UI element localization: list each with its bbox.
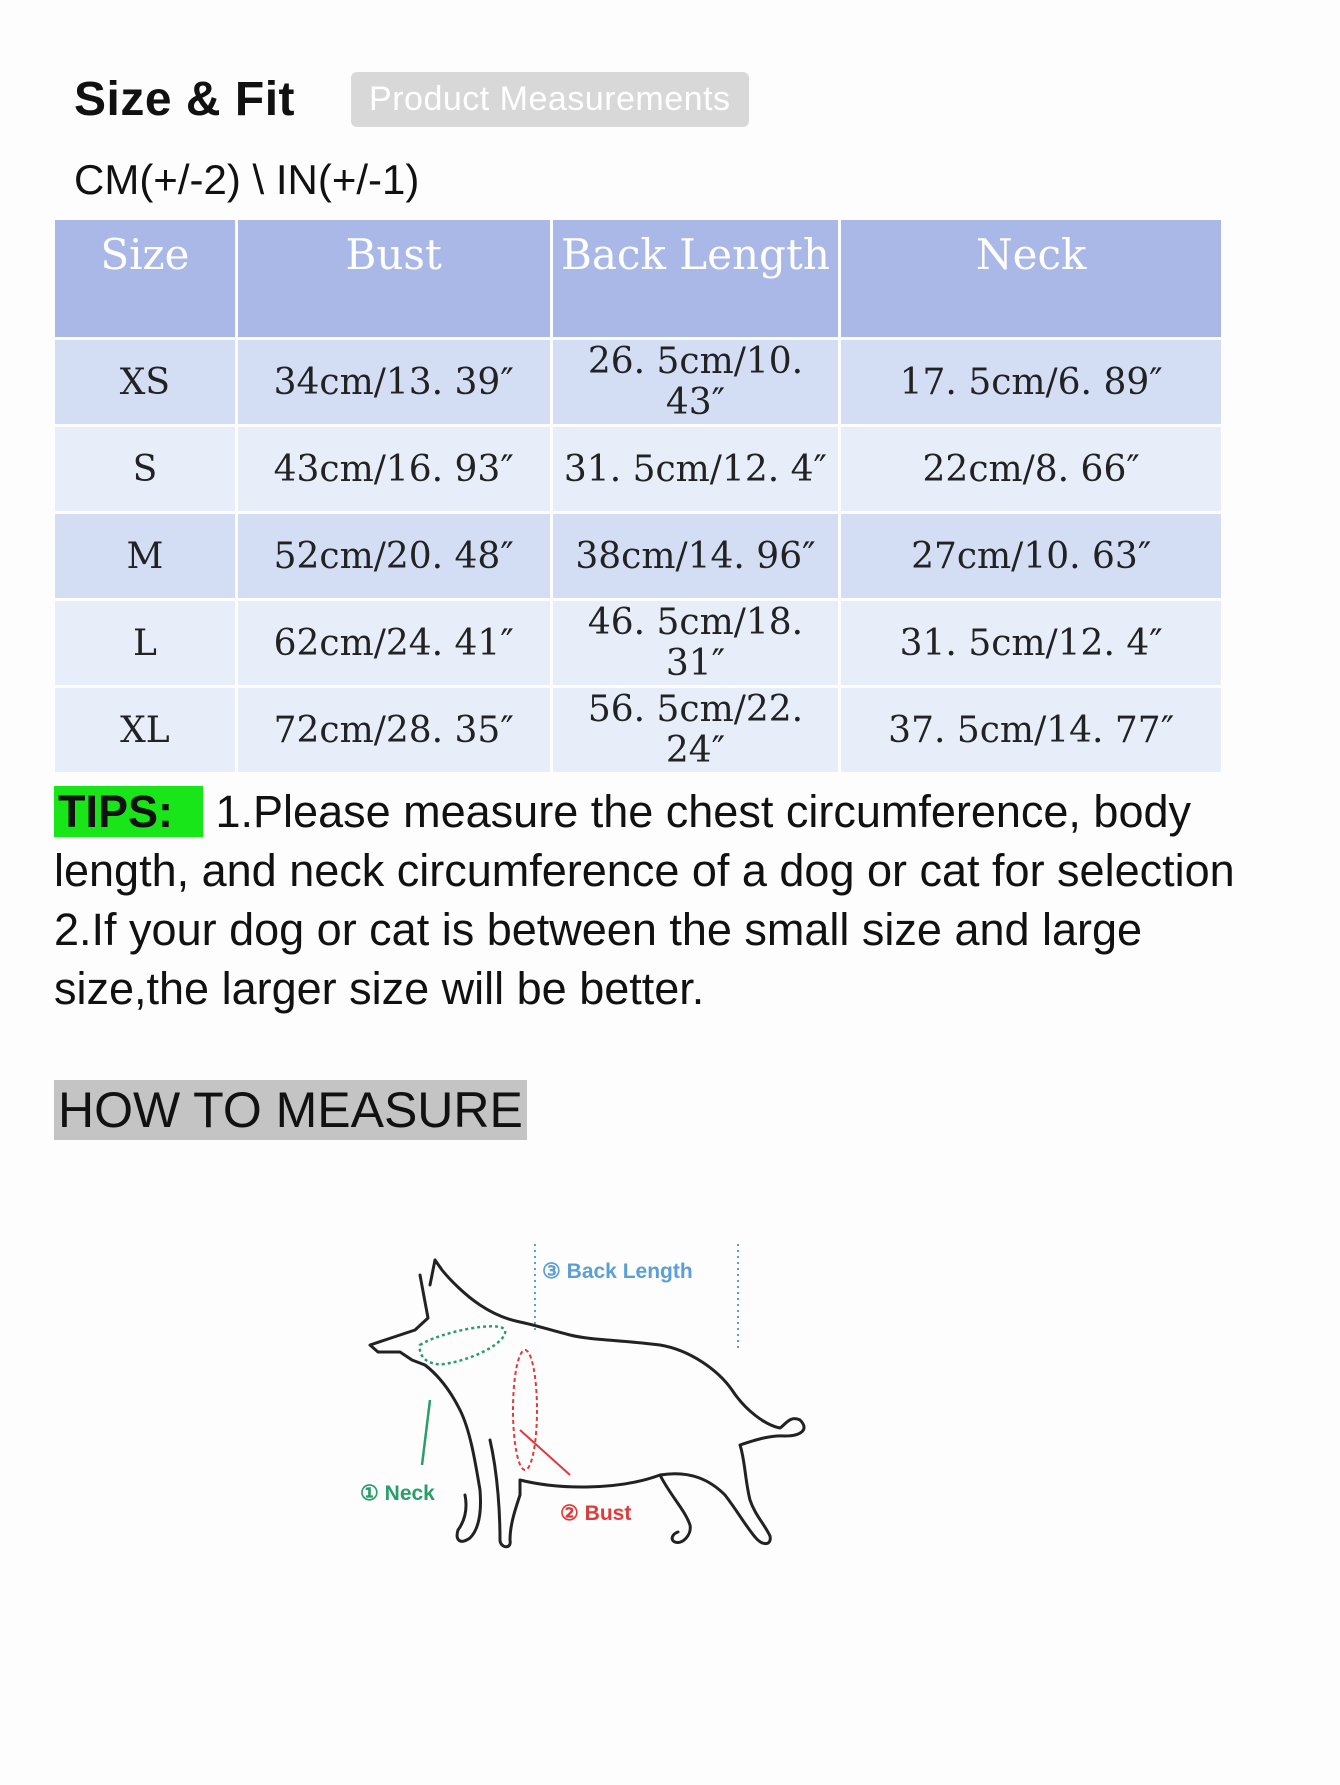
- cell-neck: 37. 5cm/14. 77″: [841, 688, 1221, 772]
- tips-text-2: 2.If your dog or cat is between the small size and large size,the larger size will be better.: [54, 904, 1143, 1014]
- neck-label: ① Neck: [360, 1482, 435, 1505]
- table-row: [55, 340, 1221, 424]
- page-title: Size & Fit: [74, 73, 296, 126]
- tips-line-1: [54, 782, 1294, 900]
- cell-back-length: 31. 5cm/12. 4″: [553, 427, 839, 511]
- cell-size: XS: [55, 340, 235, 424]
- cell-bust: 72cm/28. 35″: [238, 688, 550, 772]
- cell-bust: 43cm/16. 93″: [238, 427, 550, 511]
- cell-bust: 52cm/20. 48″: [238, 514, 550, 598]
- cell-back-length: 38cm/14. 96″: [553, 514, 839, 598]
- size-table: [52, 217, 1224, 775]
- dog-measurement-diagram: [360, 1240, 840, 1570]
- cell-bust: 34cm/13. 39″: [238, 340, 550, 424]
- table-row: [55, 514, 1221, 598]
- neck-pointer: [422, 1400, 430, 1465]
- cell-size: M: [55, 514, 235, 598]
- header: [74, 72, 749, 127]
- cell-size: L: [55, 601, 235, 685]
- tips-section: [54, 782, 1294, 1018]
- cell-neck: 27cm/10. 63″: [841, 514, 1221, 598]
- tab-product-measurements[interactable]: Product Measurements: [351, 72, 749, 127]
- cell-size: XL: [55, 688, 235, 772]
- cell-neck: 17. 5cm/6. 89″: [841, 340, 1221, 424]
- cell-back-length: 46. 5cm/18. 31″: [553, 601, 839, 685]
- column-header-back-length: Back Length: [553, 220, 839, 337]
- table-header-row: [55, 220, 1221, 337]
- back-length-label: ③ Back Length: [542, 1260, 693, 1283]
- column-header-size: Size: [55, 220, 235, 337]
- bust-label: ② Bust: [560, 1502, 632, 1525]
- unit-note: CM(+/-2) \ IN(+/-1): [74, 156, 420, 203]
- table-row: [55, 688, 1221, 772]
- neck-loop: [420, 1326, 505, 1364]
- column-header-bust: Bust: [238, 220, 550, 337]
- cell-neck: 22cm/8. 66″: [841, 427, 1221, 511]
- cell-neck: 31. 5cm/12. 4″: [841, 601, 1221, 685]
- cell-bust: 62cm/24. 41″: [238, 601, 550, 685]
- cell-back-length: 56. 5cm/22. 24″: [553, 688, 839, 772]
- cell-back-length: 26. 5cm/10. 43″: [553, 340, 839, 424]
- table-row: [55, 427, 1221, 511]
- cell-size: S: [55, 427, 235, 511]
- how-to-measure-heading: HOW TO MEASURE: [54, 1080, 527, 1140]
- bust-loop: [513, 1350, 537, 1470]
- table-row: [55, 601, 1221, 685]
- tips-badge: TIPS:: [54, 786, 203, 837]
- tips-text-1: 1.Please measure the chest circumference, body length, and neck circumference of a dog or cat for selection: [54, 786, 1235, 896]
- column-header-neck: Neck: [841, 220, 1221, 337]
